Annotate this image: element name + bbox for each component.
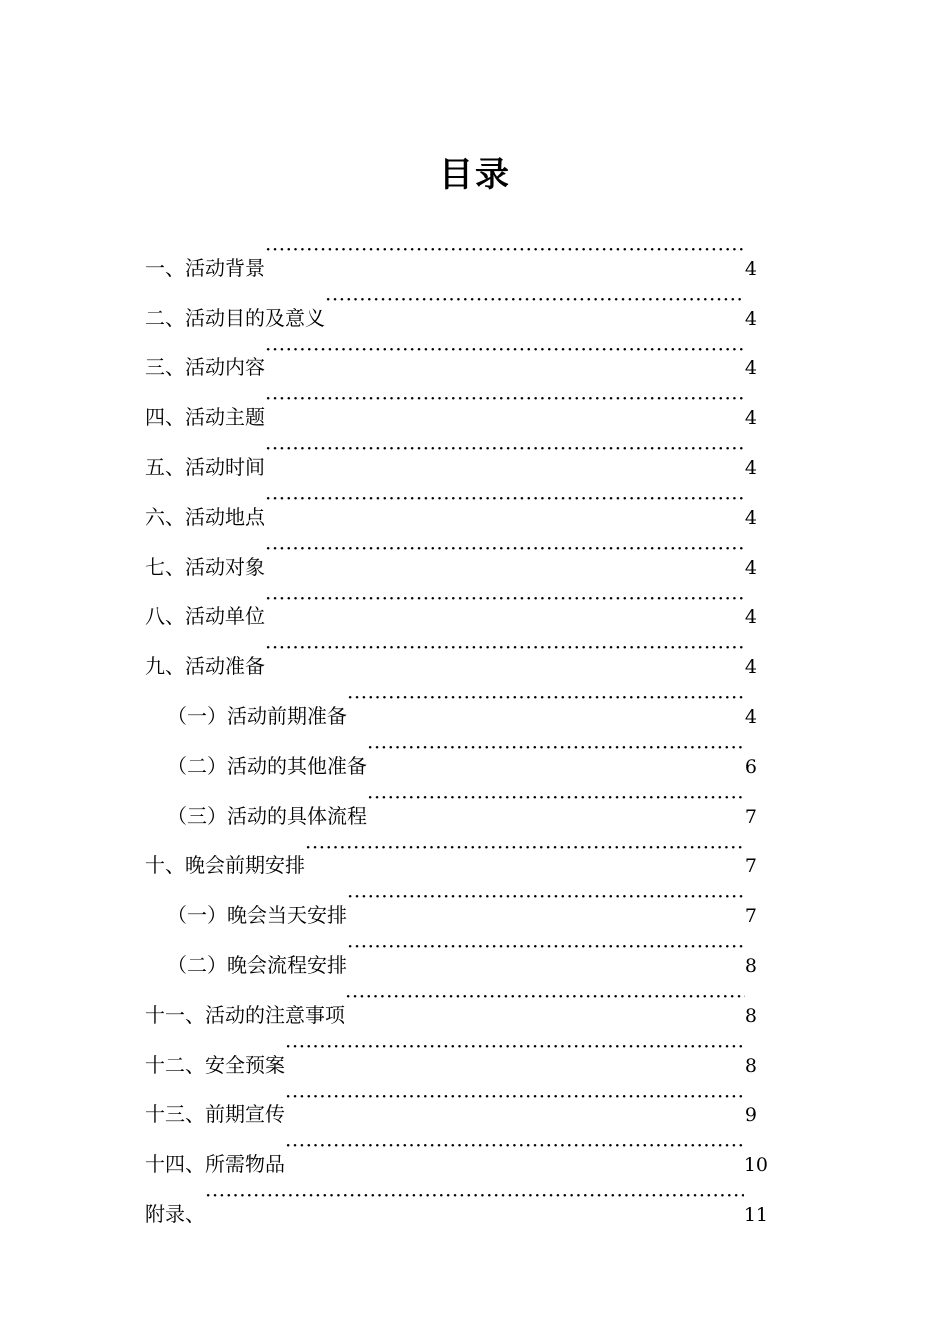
toc-entry-label: 五、活动时间 xyxy=(145,454,265,479)
toc-dot-leader xyxy=(285,1022,745,1072)
toc-entry-label: 一、活动背景 xyxy=(145,255,265,280)
toc-entry[interactable] xyxy=(145,524,757,579)
toc-dot-leader xyxy=(265,474,745,524)
toc-dot-leader xyxy=(285,1072,745,1122)
toc-entry-label: （二）晚会流程安排 xyxy=(167,952,347,977)
toc-entry[interactable] xyxy=(167,922,757,977)
toc-entry-page-number: 4 xyxy=(744,556,757,579)
toc-entry-label: 十二、安全预案 xyxy=(145,1052,285,1077)
toc-dot-leader xyxy=(265,574,745,624)
toc-entry-page-number: 8 xyxy=(744,954,757,977)
toc-entry-label: 十四、所需物品 xyxy=(145,1152,285,1177)
toc-entry-page-number: 4 xyxy=(744,407,757,430)
toc-dot-leader xyxy=(265,623,745,673)
toc-entry[interactable] xyxy=(145,1121,768,1177)
toc-entry[interactable] xyxy=(167,673,757,728)
toc-entry[interactable] xyxy=(145,275,757,330)
toc-entry-page-number: 6 xyxy=(744,755,757,778)
toc-entry-label: 二、活动目的及意义 xyxy=(145,305,325,330)
toc-entry[interactable] xyxy=(145,972,757,1027)
toc-dot-leader xyxy=(265,524,745,574)
toc-dot-leader xyxy=(367,773,745,823)
toc-dot-leader xyxy=(285,1121,744,1171)
toc-entry-page-number: 10 xyxy=(743,1154,768,1177)
toc-dot-leader xyxy=(345,972,745,1022)
toc-entry-page-number: 9 xyxy=(744,1104,757,1127)
toc-entry[interactable] xyxy=(145,823,757,878)
toc-entry[interactable] xyxy=(145,424,757,479)
toc-entry[interactable] xyxy=(167,872,757,928)
toc-entry-page-number: 11 xyxy=(743,1203,768,1226)
toc-entry[interactable] xyxy=(145,225,757,280)
toc-entry[interactable] xyxy=(167,773,757,828)
toc-dot-leader xyxy=(305,823,745,873)
toc-entry-page-number: 7 xyxy=(744,905,757,928)
toc-dot-leader xyxy=(205,1171,744,1221)
toc-entry-page-number: 4 xyxy=(744,357,757,380)
toc-entry-label: （一）活动前期准备 xyxy=(167,703,347,728)
toc-entry-page-number: 4 xyxy=(744,705,757,728)
toc-entry-label: （二）活动的其他准备 xyxy=(167,753,367,778)
toc-entry-page-number: 4 xyxy=(744,456,757,479)
toc-title: 目录 xyxy=(439,154,511,195)
toc-entry-page-number: 4 xyxy=(744,307,757,330)
toc-dot-leader xyxy=(265,225,745,275)
toc-entry[interactable] xyxy=(145,374,757,430)
toc-entry[interactable] xyxy=(145,1022,757,1077)
toc-entry-label: 九、活动准备 xyxy=(145,654,265,679)
toc-entry-page-number: 4 xyxy=(744,656,757,679)
toc-entry[interactable] xyxy=(145,623,757,679)
toc-entry-label: 十一、活动的注意事项 xyxy=(145,1002,345,1027)
toc-entry-label: 七、活动对象 xyxy=(145,554,265,579)
toc-dot-leader xyxy=(265,424,745,474)
toc-dot-leader xyxy=(367,723,745,773)
toc-dot-leader xyxy=(347,673,745,723)
toc-entry-label: 附录、 xyxy=(145,1201,205,1226)
toc-entry[interactable] xyxy=(145,1171,768,1226)
toc-entry-label: 四、活动主题 xyxy=(145,405,265,430)
toc-entry-page-number: 8 xyxy=(744,1054,757,1077)
toc-dot-leader xyxy=(325,275,745,325)
toc-entry-label: 六、活动地点 xyxy=(145,504,265,529)
toc-entry-label: 三、活动内容 xyxy=(145,355,265,380)
toc-entry[interactable] xyxy=(145,474,757,529)
toc-entry-label: 十三、前期宣传 xyxy=(145,1102,285,1127)
toc-list xyxy=(0,225,950,1226)
toc-entry[interactable] xyxy=(145,574,757,629)
toc-entry-label: 八、活动单位 xyxy=(145,604,265,629)
toc-entry-page-number: 7 xyxy=(744,855,757,878)
toc-dot-leader xyxy=(347,872,745,922)
toc-entry-page-number: 7 xyxy=(744,805,757,828)
toc-dot-leader xyxy=(265,374,745,424)
toc-entry-label: （一）晚会当天安排 xyxy=(167,903,347,928)
toc-dot-leader xyxy=(347,922,745,972)
toc-entry-page-number: 4 xyxy=(744,606,757,629)
toc-entry-page-number: 4 xyxy=(744,257,757,280)
toc-entry-page-number: 8 xyxy=(744,1004,757,1027)
toc-entry-label: （三）活动的具体流程 xyxy=(167,803,367,828)
toc-entry[interactable] xyxy=(145,1072,757,1127)
toc-entry[interactable] xyxy=(145,325,757,380)
toc-dot-leader xyxy=(265,325,745,375)
toc-entry[interactable] xyxy=(167,723,757,778)
toc-entry-label: 十、晚会前期安排 xyxy=(145,853,305,878)
toc-entry-page-number: 4 xyxy=(744,506,757,529)
